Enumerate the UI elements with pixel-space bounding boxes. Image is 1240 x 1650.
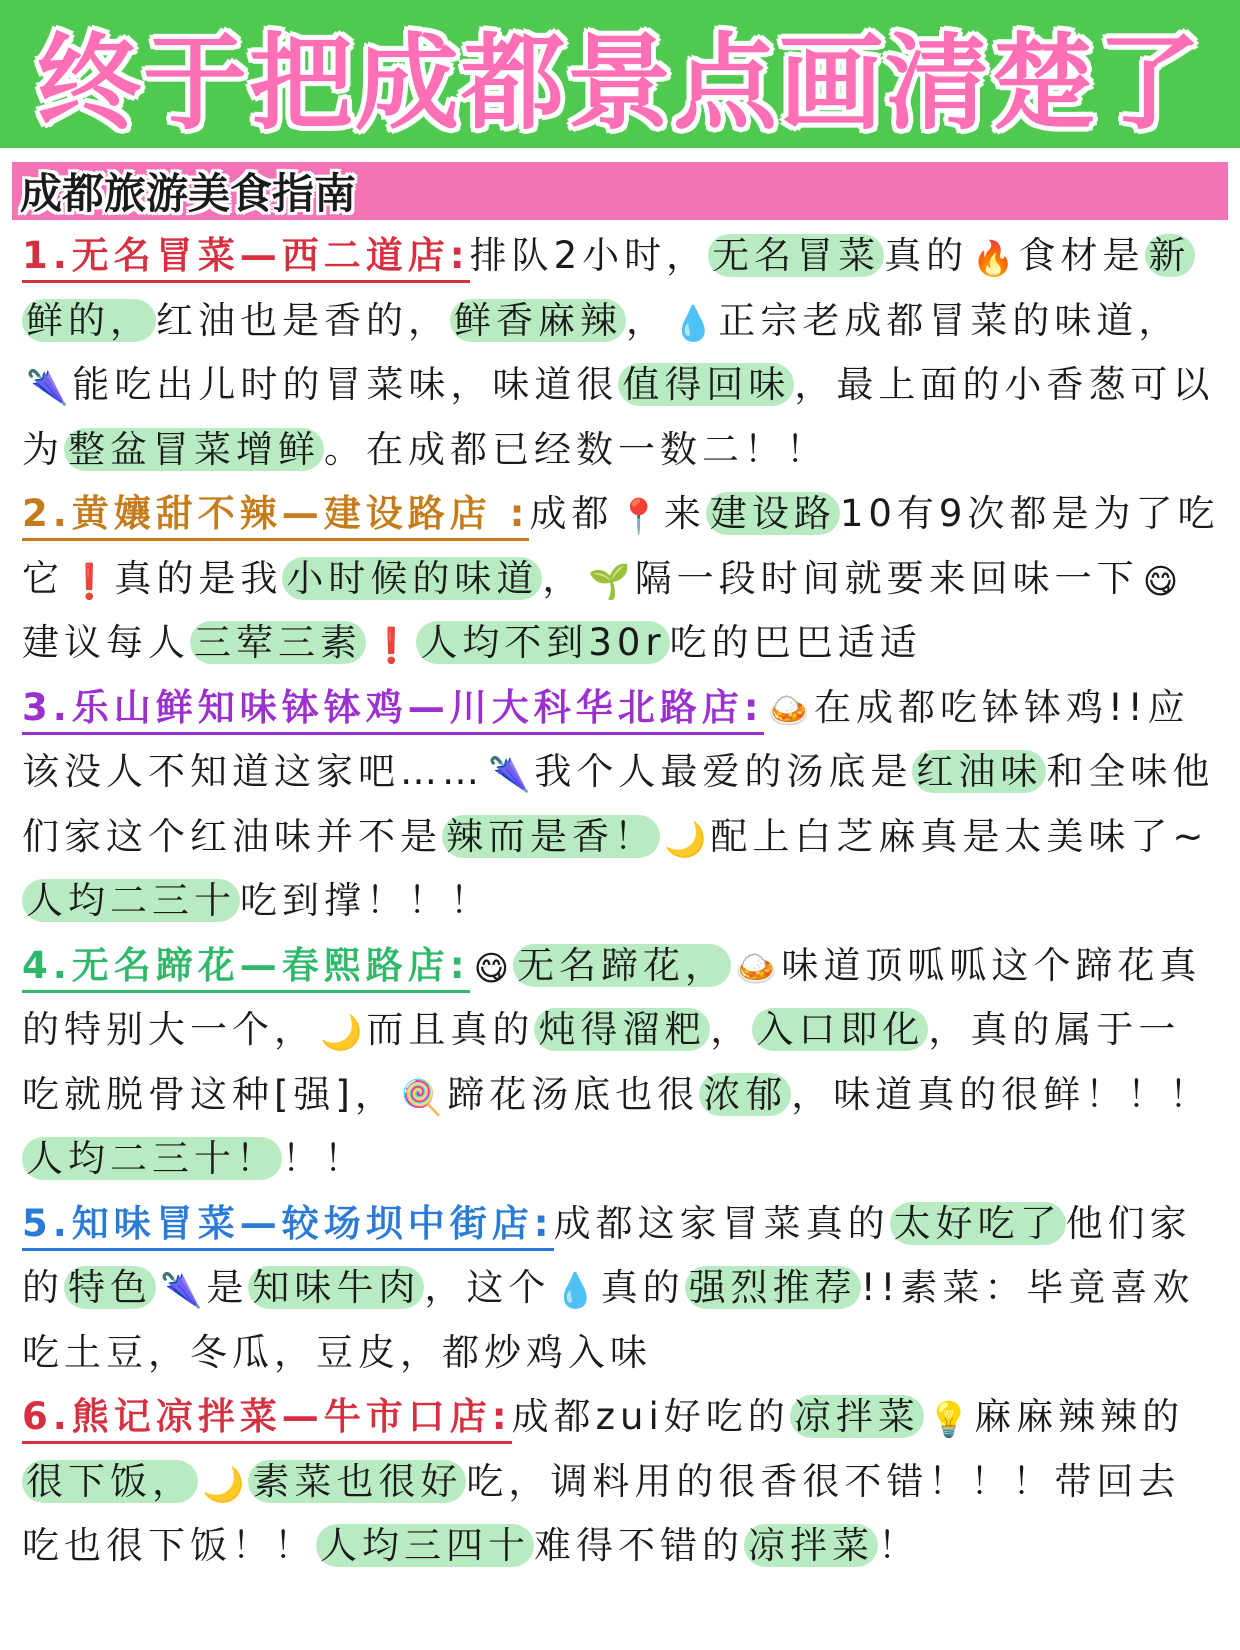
highlighted-text: 无名冒菜: [708, 234, 884, 277]
shop-title: 3.乐山鲜知味钵钵鸡—川大科华北路店:: [22, 686, 764, 735]
highlighted-text: 鲜香麻辣: [450, 299, 626, 342]
page-subtitle: 成都旅游美食指南: [20, 169, 357, 218]
shop-entry: [22, 482, 1220, 676]
body-text: 10有9次都是为了吃它: [22, 492, 1220, 600]
shop-entry: [22, 676, 1220, 934]
body-text: 食材是: [1018, 234, 1145, 277]
body-text: 他们家的: [22, 1201, 1192, 1309]
body-text: 能吃出儿时的冒菜味，味道很: [72, 363, 619, 406]
body-text: !!素菜：毕竟喜欢吃土豆，冬瓜，豆皮，都炒鸡入味: [22, 1266, 1195, 1374]
umbrella-icon: 🌂: [488, 755, 531, 795]
highlighted-text: 知味牛肉: [248, 1266, 424, 1309]
body-text: 难得不错的: [534, 1524, 744, 1567]
pin-icon: 📍: [617, 497, 660, 537]
body-text: 在成都吃钵钵鸡!!应该没人不知道这家吧……: [22, 685, 1190, 793]
curry-rice-icon: 🍛: [767, 690, 810, 731]
page-title: 终于把成都景点画清楚了: [36, 22, 1203, 144]
guide-entries: [0, 220, 1240, 1579]
body-text: ，: [626, 298, 668, 342]
highlighted-text: 强烈推荐: [685, 1266, 861, 1309]
title-banner: [0, 0, 1240, 148]
curry-rice-icon: 🍛: [735, 948, 778, 989]
moon-icon: 🌙: [664, 819, 707, 860]
highlighted-text: 三荤三素: [190, 621, 366, 664]
droplet-icon: 💧: [554, 1271, 597, 1311]
shop-entry: [22, 934, 1220, 1192]
body-text: 真的: [600, 1266, 685, 1309]
body-text: 是: [206, 1266, 249, 1309]
body-text: ！！: [282, 1137, 366, 1180]
highlighted-text: 人均不到30r: [416, 621, 669, 664]
body-text: 吃的巴巴适适: [669, 621, 922, 664]
body-text: ！: [878, 1524, 920, 1567]
highlighted-text: 凉拌菜: [790, 1395, 924, 1438]
exclamation-icon: ❗: [370, 626, 413, 666]
shop-title: 5.知味冒菜—较场坝中街店:: [22, 1202, 554, 1251]
body-text: 和全味他们家这个红油味并不是: [22, 750, 1215, 858]
highlighted-text: 无名蹄花，: [513, 944, 731, 987]
lollipop-icon: 🍭: [400, 1077, 444, 1118]
body-text: 吃，调料用的很香很不错！！！带回去吃也很下饭！！: [22, 1459, 1181, 1567]
highlighted-text: 凉拌菜: [744, 1524, 878, 1567]
moon-icon: 🌙: [320, 1013, 363, 1053]
moon-icon: 🌙: [202, 1464, 245, 1505]
shop-title: 1.无名冒菜—西二道店:: [22, 234, 470, 283]
fire-icon: 🔥: [972, 239, 1015, 279]
highlighted-text: 值得回味: [618, 363, 794, 406]
highlighted-text: 整盆冒菜增鲜: [64, 428, 324, 471]
body-text: 麻麻辣辣的: [974, 1395, 1185, 1438]
yum-face-icon: 😋: [1142, 561, 1179, 602]
shop-entry: [22, 224, 1220, 482]
shop-title: 6.熊记凉拌菜—牛市口店:: [22, 1395, 512, 1444]
highlighted-text: 太好吃了: [890, 1202, 1066, 1245]
highlighted-text: 辣而是香！: [442, 815, 660, 858]
droplet-icon: 💧: [672, 303, 715, 344]
bulb-icon: 💡: [927, 1400, 971, 1440]
body-text: 成都: [529, 492, 614, 535]
highlighted-text: 人均二三十: [22, 879, 240, 922]
shop-title: 4.无名蹄花—春熙路店:: [22, 944, 470, 993]
body-text: ，真的属于一吃就脱骨这种[强]，: [22, 1008, 1181, 1116]
highlighted-text: 人均三四十: [316, 1524, 534, 1567]
body-text: 成都zui好吃的: [511, 1395, 790, 1438]
body-text: ，: [542, 556, 585, 600]
yum-face-icon: 😋: [473, 948, 510, 989]
umbrella-icon: 🌂: [26, 368, 69, 408]
body-text: ，: [710, 1008, 753, 1051]
body-text: 我个人最爱的汤底是: [534, 750, 913, 793]
body-text: ，最上面的小香葱可以为: [22, 363, 1215, 471]
highlighted-text: 素菜也很好: [248, 1460, 466, 1503]
highlighted-text: 人均二三十！: [22, 1137, 282, 1180]
body-text: 蹄花汤底也很: [447, 1072, 700, 1116]
body-text: 味道顶呱呱这个蹄花真的特别大一个，: [22, 943, 1202, 1051]
subtitle-banner: [12, 162, 1228, 220]
exclamation-icon: ❗: [68, 561, 111, 602]
highlighted-text: 新鲜的，: [22, 234, 1195, 342]
shop-entry: [22, 1385, 1220, 1579]
body-text: 真的是我: [114, 556, 283, 600]
body-text: 正宗老成都冒菜的味道，: [718, 298, 1181, 342]
highlighted-text: 红油味: [912, 750, 1046, 793]
body-text: ，味道真的很鲜！！！: [791, 1072, 1212, 1116]
body-text: 吃到撑！！！: [240, 879, 492, 922]
body-text: ，这个: [424, 1266, 551, 1309]
highlighted-text: 建设路: [706, 492, 840, 535]
highlighted-text: 浓郁: [699, 1073, 791, 1116]
shop-title: 2.黄孃甜不辣—建设路店 :: [22, 492, 529, 541]
umbrella-icon: 🌂: [160, 1271, 203, 1311]
body-text: 隔一段时间就要来回味一下: [634, 556, 1139, 600]
body-text: 而且真的: [366, 1008, 535, 1051]
body-text: 建议每人: [22, 621, 190, 664]
highlighted-text: 很下饭，: [22, 1460, 198, 1503]
highlighted-text: 小时候的味道: [282, 557, 542, 600]
shop-entry: [22, 1192, 1220, 1386]
body-text: 配上白芝麻真是太美味了~: [710, 814, 1209, 858]
body-text: 成都这家冒菜真的: [553, 1201, 890, 1245]
body-text: 来: [663, 492, 706, 535]
body-text: 。在成都已经数一数二！！: [324, 427, 828, 471]
body-text: 红油也是香的，: [156, 298, 450, 342]
highlighted-text: 特色: [64, 1266, 156, 1309]
sprout-icon: 🌱: [588, 561, 631, 602]
body-text: 真的: [884, 234, 969, 277]
body-text: 排队2小时，: [469, 234, 709, 277]
highlighted-text: 炖得溜粑: [534, 1008, 710, 1051]
highlighted-text: 入口即化: [752, 1008, 928, 1051]
